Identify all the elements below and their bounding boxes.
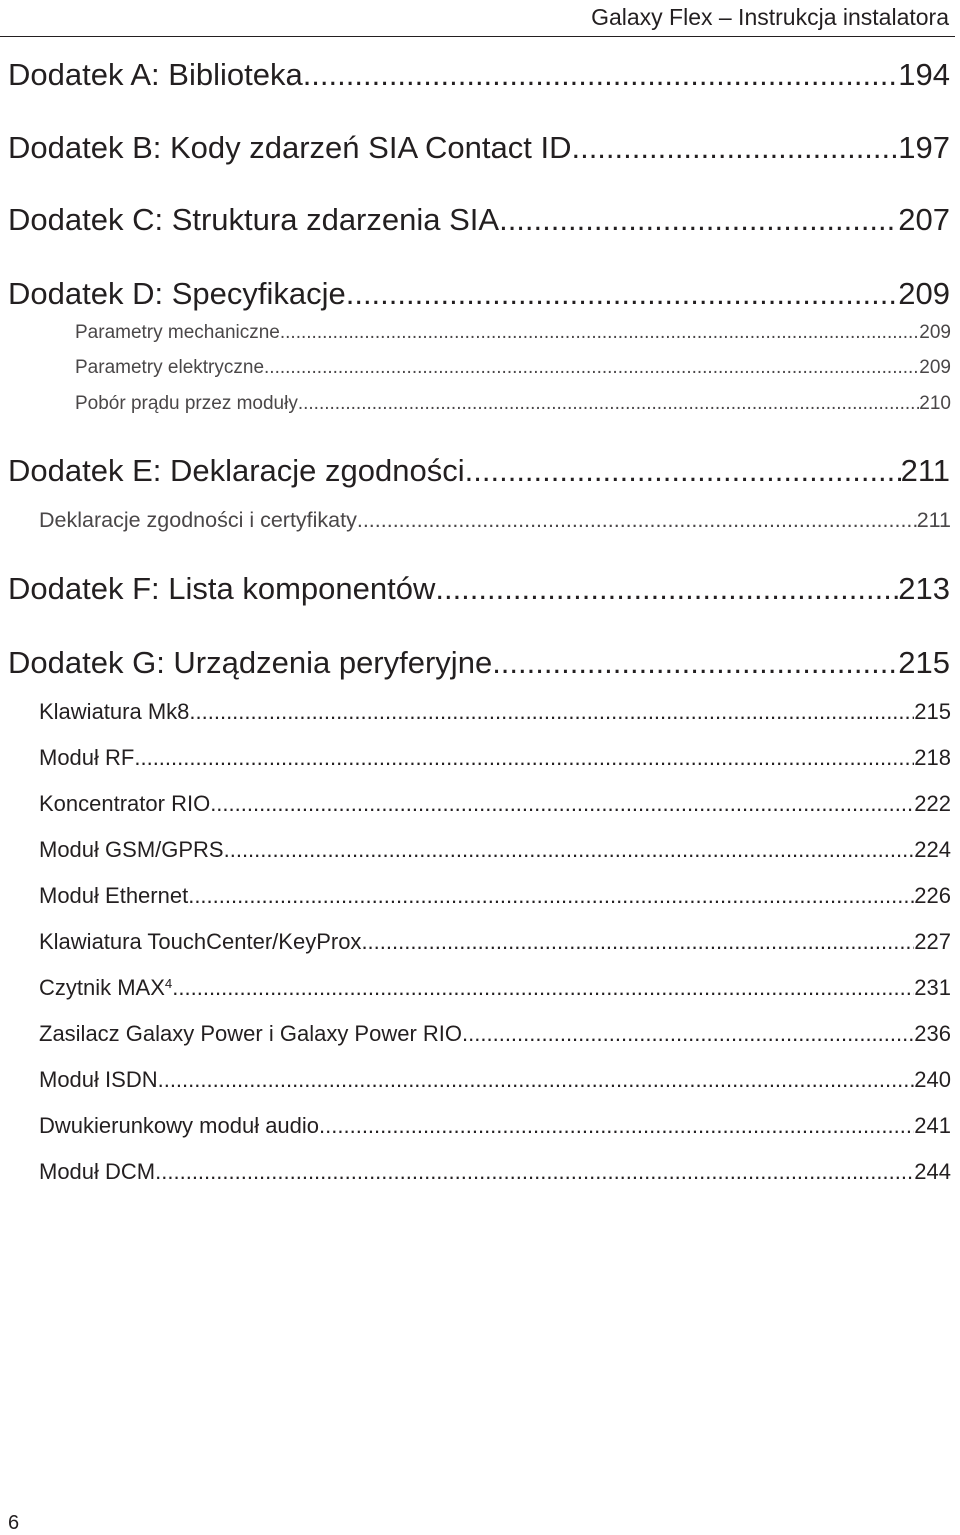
toc-entry-page: 210 — [919, 393, 951, 414]
toc-leader-dots — [465, 452, 901, 490]
toc-leader-dots — [189, 698, 914, 726]
toc-entry-page: 211 — [916, 508, 951, 532]
toc-entry-label: Deklaracje zgodności i certyfikaty — [39, 508, 357, 532]
toc-entry-page: 207 — [898, 202, 950, 237]
toc-entry-page: 241 — [914, 1113, 951, 1138]
toc-entry-label: Moduł ISDN — [39, 1067, 158, 1092]
toc-leader-dots — [172, 974, 914, 1002]
toc-leader-dots — [346, 275, 899, 313]
toc-entry-page: 209 — [919, 357, 951, 378]
toc-leader-dots — [319, 1112, 914, 1140]
toc-leader-dots — [134, 744, 914, 772]
toc-entry-appendix-c[interactable] — [8, 201, 950, 239]
toc-entry-label: Klawiatura Mk8 — [39, 699, 190, 724]
toc-entry-keypad-mk8[interactable] — [39, 698, 951, 726]
toc-entry-label: Dwukierunkowy moduł audio — [39, 1113, 320, 1138]
toc-entry-label: Moduł RF — [39, 745, 135, 770]
toc-leader-dots — [462, 1020, 914, 1048]
toc-leader-dots — [492, 644, 898, 682]
toc-entry-audio-module[interactable] — [39, 1112, 951, 1140]
toc-leader-dots — [303, 56, 899, 94]
toc-entry-appendix-g[interactable] — [8, 644, 950, 682]
toc-entry-isdn-module[interactable] — [39, 1066, 951, 1094]
toc-leader-dots — [357, 506, 917, 534]
toc-entry-label-text: Czytnik MAX — [39, 975, 165, 1000]
toc-entry-label: Moduł DCM — [39, 1159, 156, 1184]
toc-entry-superscript: 4 — [164, 975, 173, 991]
toc-entry-rf-module[interactable] — [39, 744, 951, 772]
toc-leader-dots — [158, 1066, 915, 1094]
toc-entry-label: Dodatek E: Deklaracje zgodności — [8, 453, 465, 488]
toc-entry-appendix-f[interactable] — [8, 570, 950, 608]
toc-entry-page: 240 — [914, 1067, 951, 1092]
toc-leader-dots — [499, 201, 898, 239]
toc-entry-page: 244 — [914, 1159, 951, 1184]
toc-entry-label: Pobór prądu przez moduły — [75, 393, 298, 414]
toc-entry-label: Dodatek B: Kody zdarzeń SIA Contact ID — [8, 130, 572, 165]
toc-entry-label: Parametry mechaniczne — [75, 322, 280, 343]
toc-entry-label: Dodatek G: Urządzenia peryferyjne — [8, 645, 493, 680]
toc-entry-page: 211 — [900, 453, 950, 488]
toc-leader-dots — [224, 836, 915, 864]
toc-entry-appendix-b[interactable] — [8, 129, 950, 167]
toc-entry-module-current[interactable] — [75, 392, 951, 416]
toc-leader-dots — [361, 928, 914, 956]
toc-entry-dcm-module[interactable] — [39, 1158, 951, 1186]
toc-entry-appendix-e[interactable] — [8, 452, 950, 490]
page-number: 6 — [8, 1512, 20, 1534]
toc-leader-dots — [435, 570, 898, 608]
toc-leader-dots — [210, 790, 914, 818]
toc-entry-label: Zasilacz Galaxy Power i Galaxy Power RIO — [39, 1021, 463, 1046]
header-title: Galaxy Flex – Instrukcja instalatora — [591, 4, 949, 30]
toc-entry-max4-reader[interactable] — [39, 974, 951, 1002]
toc-entry-page: 209 — [898, 276, 950, 311]
toc-leader-dots — [298, 392, 919, 416]
toc-entry-page: 227 — [914, 929, 951, 954]
toc-entry-page: 197 — [898, 130, 950, 165]
toc-entry-page: 215 — [898, 645, 950, 680]
toc-entry-label: Moduł Ethernet — [39, 883, 189, 908]
toc-leader-dots — [571, 129, 898, 167]
toc-entry-label: Koncentrator RIO — [39, 791, 211, 816]
toc-entry-declarations-certificates[interactable] — [39, 506, 951, 534]
toc-entry-page: 224 — [914, 837, 951, 862]
toc-entry-page: 218 — [914, 745, 951, 770]
toc-entry-rio-concentrator[interactable] — [39, 790, 951, 818]
toc-entry-page: 236 — [914, 1021, 951, 1046]
toc-entry-page: 222 — [914, 791, 951, 816]
toc-entry-label: Dodatek F: Lista komponentów — [8, 571, 436, 606]
toc-entry-appendix-a[interactable] — [8, 56, 950, 94]
toc-entry-touchcenter-keyprox[interactable] — [39, 928, 951, 956]
toc-entry-label: Moduł GSM/GPRS — [39, 837, 224, 862]
toc-entry-label: Dodatek C: Struktura zdarzenia SIA — [8, 202, 500, 237]
toc-entry-page: 194 — [898, 57, 950, 92]
toc-entry-page: 213 — [898, 571, 950, 606]
toc-entry-page: 215 — [914, 699, 951, 724]
toc-entry-electrical-params[interactable] — [75, 356, 951, 380]
toc-entry-page: 226 — [914, 883, 951, 908]
toc-entry-ethernet-module[interactable] — [39, 882, 951, 910]
toc-entry-label: Dodatek D: Specyfikacje — [8, 276, 346, 311]
toc-entry-appendix-d[interactable] — [8, 275, 950, 313]
toc-leader-dots — [264, 356, 919, 380]
toc-leader-dots — [155, 1158, 914, 1186]
toc-entry-mechanical-params[interactable] — [75, 321, 951, 345]
toc-leader-dots — [280, 321, 919, 345]
toc-entry-page: 209 — [919, 322, 951, 343]
toc-entry-gsm-gprs-module[interactable] — [39, 836, 951, 864]
toc-leader-dots — [188, 882, 914, 910]
toc-entry-page: 231 — [914, 975, 951, 1000]
toc-entry-galaxy-power-supply[interactable] — [39, 1020, 951, 1048]
toc-entry-label: Parametry elektryczne — [75, 357, 265, 378]
toc-entry-label: Dodatek A: Biblioteka — [8, 57, 303, 92]
toc-entry-label — [39, 974, 172, 1002]
toc-entry-label: Klawiatura TouchCenter/KeyProx — [39, 929, 362, 954]
